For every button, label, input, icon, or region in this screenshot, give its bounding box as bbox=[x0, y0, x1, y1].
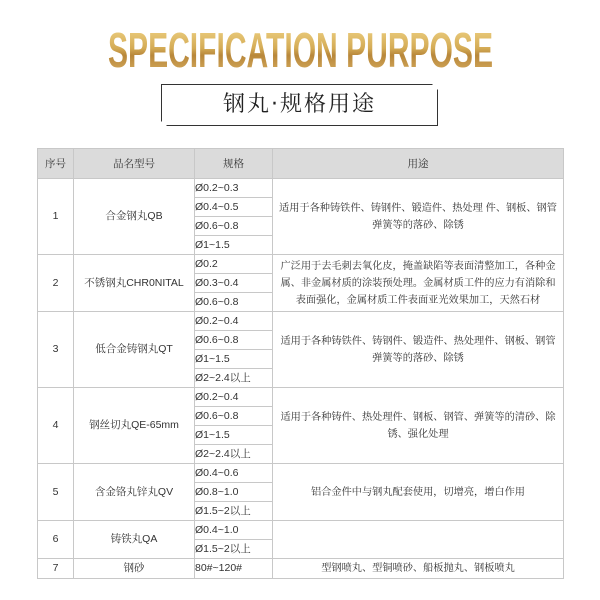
usage-cell bbox=[273, 179, 564, 255]
row-index-cell: 1 bbox=[38, 179, 74, 255]
spec-cell: Ø1~1.5 bbox=[195, 350, 273, 369]
table-row bbox=[38, 559, 564, 579]
page-title: SPECIFICATION PURPOSE bbox=[108, 24, 493, 78]
spec-cell: Ø0.4~0.5 bbox=[195, 198, 273, 217]
product-name-cell: 低合金铸钢丸QT bbox=[74, 312, 195, 388]
header-product-name: 品名型号 bbox=[74, 149, 195, 179]
table-header bbox=[38, 149, 564, 179]
spec-cell: Ø2~2.4以上 bbox=[195, 369, 273, 388]
usage-cell bbox=[273, 312, 564, 388]
row-index-cell: 4 bbox=[38, 388, 74, 464]
table-row bbox=[38, 521, 564, 540]
spec-cell: 80#~120# bbox=[195, 559, 273, 579]
spec-cell: Ø0.3~0.4 bbox=[195, 274, 273, 293]
spec-cell: Ø0.8~1.0 bbox=[195, 483, 273, 502]
row-index-cell: 2 bbox=[38, 255, 74, 312]
spec-cell: Ø0.4~0.6 bbox=[195, 464, 273, 483]
table-row bbox=[38, 464, 564, 483]
spec-cell: Ø0.2~0.3 bbox=[195, 179, 273, 198]
page-subtitle: 钢丸·规格用途 bbox=[223, 92, 376, 117]
product-name-cell: 含金铬丸锌丸QV bbox=[74, 464, 195, 521]
spec-cell: Ø0.2 bbox=[195, 255, 273, 274]
usage-line: 适用于各种铸件、热处理件、钢板、钢管、弹簧等的清砂、除 bbox=[280, 411, 556, 423]
usage-line: 广泛用于去毛刺去氧化皮，掩盖缺陷等表面清整加工，各种金 bbox=[280, 260, 556, 272]
header-row bbox=[38, 149, 564, 179]
spec-cell: Ø1~1.5 bbox=[195, 426, 273, 445]
spec-cell: Ø0.6~0.8 bbox=[195, 407, 273, 426]
usage-cell bbox=[273, 521, 564, 559]
spec-table bbox=[37, 148, 564, 579]
row-index-cell: 7 bbox=[38, 559, 74, 579]
spec-cell: Ø0.4~1.0 bbox=[195, 521, 273, 540]
table-row bbox=[38, 312, 564, 331]
usage-line: 弹簧等的落砂、除锈 bbox=[372, 352, 464, 364]
product-name-cell: 钢砂 bbox=[74, 559, 195, 579]
usage-line: 锈、强化处理 bbox=[387, 428, 449, 440]
table-row bbox=[38, 388, 564, 407]
row-index-cell: 6 bbox=[38, 521, 74, 559]
row-index-cell: 5 bbox=[38, 464, 74, 521]
usage-line: 铝合金件中与钢丸配套使用，切增亮，增白作用 bbox=[311, 486, 525, 498]
header-spec: 规格 bbox=[195, 149, 273, 179]
usage-line: 适用于各种铸铁件、铸钢件、锻造件、热处理件、钢板、钢管 bbox=[280, 335, 556, 347]
usage-line: 属、非金属材质的涂装预处理。金属材质工件的应力有消除和 bbox=[280, 277, 556, 289]
table-row bbox=[38, 255, 564, 274]
usage-cell bbox=[273, 388, 564, 464]
usage-line: 弹簧等的落砂、除锈 bbox=[372, 219, 464, 231]
spec-cell: Ø0.6~0.8 bbox=[195, 331, 273, 350]
spec-cell: Ø1.5~2以上 bbox=[195, 540, 273, 559]
row-index-cell: 3 bbox=[38, 312, 74, 388]
spec-cell: Ø2~2.4以上 bbox=[195, 445, 273, 464]
spec-cell: Ø0.2~0.4 bbox=[195, 312, 273, 331]
product-name-cell: 合金钢丸QB bbox=[74, 179, 195, 255]
product-name-cell: 钢丝切丸QE-65mm bbox=[74, 388, 195, 464]
table-row bbox=[38, 179, 564, 198]
table-body bbox=[38, 179, 564, 579]
usage-cell bbox=[273, 559, 564, 579]
spec-cell: Ø0.2~0.4 bbox=[195, 388, 273, 407]
header-index: 序号 bbox=[38, 149, 74, 179]
product-name-cell: 铸铁丸QA bbox=[74, 521, 195, 559]
header-usage: 用途 bbox=[273, 149, 564, 179]
spec-cell: Ø1.5~2以上 bbox=[195, 502, 273, 521]
usage-line: 适用于各种铸铁件、铸钢件、锻造件、热处理 件、钢板、钢管 bbox=[279, 202, 557, 214]
spec-cell: Ø1~1.5 bbox=[195, 236, 273, 255]
product-name-cell: 不锈钢丸CHR0NITAL bbox=[74, 255, 195, 312]
spec-cell: Ø0.6~0.8 bbox=[195, 217, 273, 236]
usage-cell bbox=[273, 464, 564, 521]
usage-cell bbox=[273, 255, 564, 312]
usage-line: 型钢喷丸、型铜喷砂、船板抛丸、钢板喷丸 bbox=[321, 563, 515, 574]
usage-line: 表面强化，金属材质工件表面亚光效果加工，天然石材 bbox=[295, 294, 541, 306]
spec-cell: Ø0.6~0.8 bbox=[195, 293, 273, 312]
